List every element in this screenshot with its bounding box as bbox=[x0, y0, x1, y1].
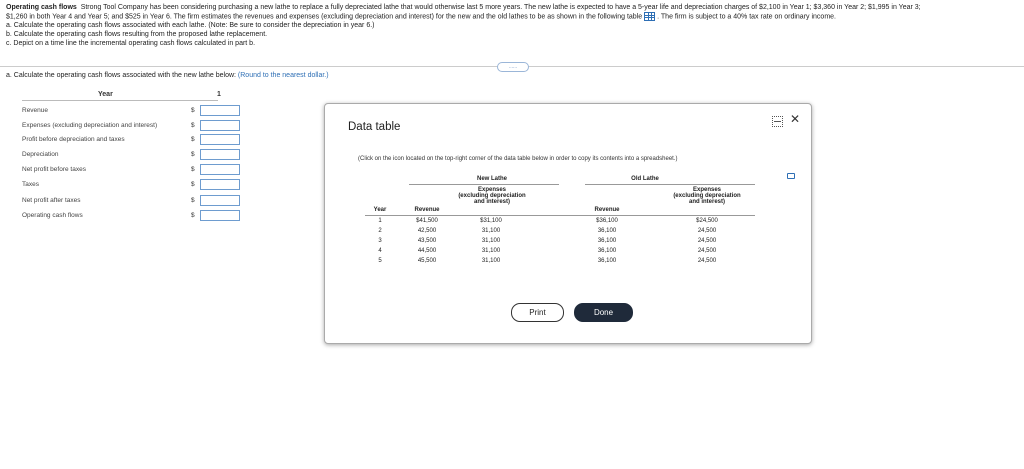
row-label: Depreciation bbox=[22, 151, 59, 158]
col-new-expenses-line-1: Expenses bbox=[477, 187, 507, 193]
col-new-expenses-line-2: (excluding depreciation bbox=[458, 193, 526, 199]
print-button[interactable]: Print bbox=[511, 303, 564, 322]
col-old-expenses-line-1: Expenses bbox=[692, 187, 722, 193]
dialog-title: Data table bbox=[348, 121, 401, 133]
data-table-dialog bbox=[324, 103, 812, 344]
old-lathe-header: Old Lathe bbox=[631, 176, 659, 182]
done-button[interactable]: Done bbox=[574, 303, 633, 322]
copy-icon[interactable] bbox=[787, 173, 795, 179]
cell-old-expenses: 24,500 bbox=[697, 228, 717, 234]
row-label: Operating cash flows bbox=[22, 212, 83, 219]
cell-new-expenses: 31,100 bbox=[481, 258, 501, 264]
part-a-prompt bbox=[6, 72, 329, 79]
currency-symbol: $ bbox=[191, 181, 195, 188]
col-old-expenses-line-2: (excluding depreciation bbox=[673, 193, 741, 199]
profit-before-dep-input[interactable] bbox=[200, 134, 240, 145]
grid-row-profit-before-dep bbox=[22, 133, 222, 145]
col-old-expenses bbox=[661, 187, 753, 205]
col-year: Year bbox=[373, 207, 387, 213]
cell-new-expenses: 31,100 bbox=[481, 248, 501, 254]
row-label: Expenses (excluding depreciation and interest) bbox=[22, 122, 158, 129]
row-label: Profit before depreciation and taxes bbox=[22, 136, 125, 143]
taxes-input[interactable] bbox=[200, 179, 240, 190]
grid-row-depreciation bbox=[22, 148, 222, 160]
cell-year: 2 bbox=[378, 228, 382, 234]
grid-header-year-1: 1 bbox=[217, 91, 221, 98]
cell-old-revenue: 36,100 bbox=[597, 228, 617, 234]
problem-text-1: Strong Tool Company has been considering purchasing a new lathe to replace a fully depreciated lathe that would otherwise last 5 more years. The new lathe is expected to have a 5-year life and depreciation charges of $2,100 in Year 1; $3,360 in Year 2; $1,995 in Year 3; bbox=[80, 4, 921, 11]
new-lathe-header: New Lathe bbox=[476, 176, 507, 182]
revenue-input[interactable] bbox=[200, 105, 240, 116]
col-new-expenses bbox=[449, 187, 535, 205]
data-table-icon[interactable] bbox=[644, 12, 655, 21]
currency-symbol: $ bbox=[191, 107, 195, 114]
grid-row-npat bbox=[22, 194, 222, 206]
collapse-toggle[interactable]: ...... bbox=[497, 62, 529, 72]
cell-old-expenses: 24,500 bbox=[697, 238, 717, 244]
currency-symbol: $ bbox=[191, 212, 195, 219]
col-new-expenses-line-3: and interest) bbox=[473, 199, 510, 205]
rounding-hint: (Round to the nearest dollar.) bbox=[237, 72, 329, 79]
row-label: Revenue bbox=[22, 107, 49, 114]
cell-new-revenue: 44,500 bbox=[417, 248, 437, 254]
cell-old-revenue: 36,100 bbox=[597, 238, 617, 244]
question-b: b. Calculate the operating cash flows resulting from the proposed lathe replacement. bbox=[6, 31, 268, 39]
cell-year: 1 bbox=[378, 218, 382, 224]
grid-header-line bbox=[22, 100, 218, 101]
cell-new-revenue: 43,500 bbox=[417, 238, 437, 244]
currency-symbol: $ bbox=[191, 136, 195, 143]
cell-old-expenses: $24,500 bbox=[696, 218, 718, 224]
table-header-rule bbox=[365, 215, 755, 216]
row-label: Taxes bbox=[22, 181, 39, 188]
cell-new-expenses: 31,100 bbox=[481, 228, 501, 234]
cell-old-expenses: 24,500 bbox=[697, 248, 717, 254]
cell-old-revenue: 36,100 bbox=[597, 248, 617, 254]
grid-header-year: Year bbox=[98, 91, 113, 98]
grid-row-ocf bbox=[22, 209, 222, 221]
new-lathe-rule bbox=[409, 184, 559, 185]
question-c: c. Depict on a time line the incremental operating cash flows calculated in part b. bbox=[6, 40, 256, 48]
cell-year: 5 bbox=[378, 258, 382, 264]
grid-row-npbt bbox=[22, 163, 222, 175]
cell-new-expenses: $31,100 bbox=[480, 218, 502, 224]
cell-year: 4 bbox=[378, 248, 382, 254]
expenses-input[interactable] bbox=[200, 120, 240, 131]
cell-year: 3 bbox=[378, 238, 382, 244]
part-a-text: a. Calculate the operating cash flows associated with the new lathe below: bbox=[6, 72, 236, 79]
old-lathe-rule bbox=[585, 184, 755, 185]
currency-symbol: $ bbox=[191, 166, 195, 173]
copy-hint: (Click on the icon located on the top-right corner of the data table below in order to copy its contents into a spreadsheet.) bbox=[358, 156, 678, 162]
row-label: Net profit before taxes bbox=[22, 166, 86, 173]
problem-text-2: $1,260 in both Year 4 and Year 5; and $525 in Year 6. The firm estimates the revenues and expenses (excluding depreciation and interest) for the new and the old lathes to be as shown in the following table bbox=[6, 13, 643, 21]
currency-symbol: $ bbox=[191, 151, 195, 158]
npat-input[interactable] bbox=[200, 195, 240, 206]
cell-old-revenue: $36,100 bbox=[596, 218, 618, 224]
problem-title: Operating cash flows bbox=[6, 4, 77, 11]
question-a: a. Calculate the operating cash flows associated with each lathe. (Note: Be sure to consider the depreciation in year 6.) bbox=[6, 22, 375, 30]
close-icon[interactable]: ✕ bbox=[790, 112, 801, 126]
col-old-revenue: Revenue bbox=[594, 207, 620, 213]
cell-new-expenses: 31,100 bbox=[481, 238, 501, 244]
row-label: Net profit after taxes bbox=[22, 197, 81, 204]
cell-new-revenue: 45,500 bbox=[417, 258, 437, 264]
depreciation-input[interactable] bbox=[200, 149, 240, 160]
cell-new-revenue: $41,500 bbox=[416, 218, 438, 224]
cell-new-revenue: 42,500 bbox=[417, 228, 437, 234]
currency-symbol: $ bbox=[191, 122, 195, 129]
col-old-expenses-line-3: and interest) bbox=[688, 199, 725, 205]
grid-row-expenses bbox=[22, 119, 222, 131]
grid-row-taxes bbox=[22, 178, 222, 190]
col-new-revenue: Revenue bbox=[414, 207, 440, 213]
cell-old-revenue: 36,100 bbox=[597, 258, 617, 264]
problem-statement bbox=[6, 3, 1018, 48]
npbt-input[interactable] bbox=[200, 164, 240, 175]
grid-row-revenue bbox=[22, 104, 222, 116]
problem-text-3: . The firm is subject to a 40% tax rate on ordinary income. bbox=[657, 13, 836, 21]
currency-symbol: $ bbox=[191, 197, 195, 204]
minimize-icon[interactable] bbox=[772, 116, 783, 127]
cell-old-expenses: 24,500 bbox=[697, 258, 717, 264]
ocf-input[interactable] bbox=[200, 210, 240, 221]
